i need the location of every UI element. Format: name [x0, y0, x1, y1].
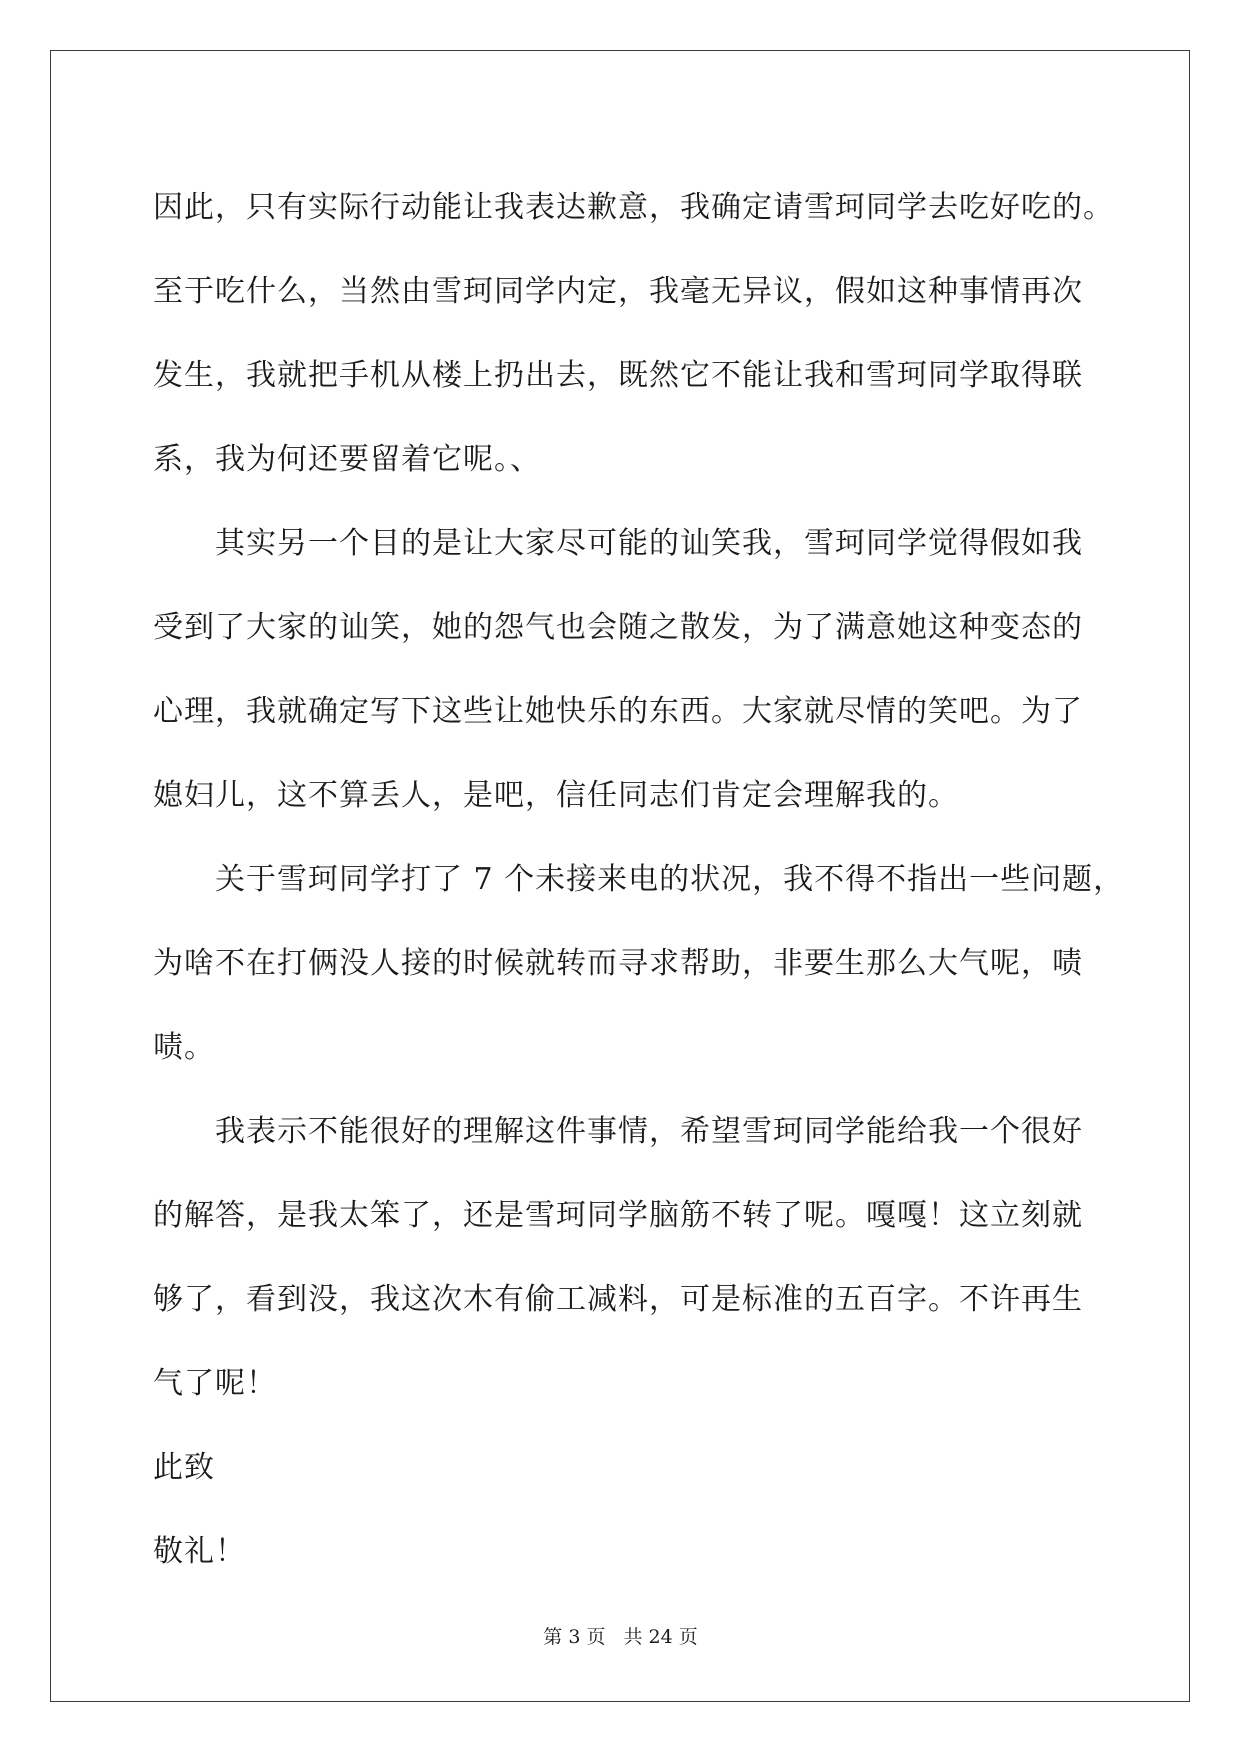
text-line: 系，我为何还要留着它呢。、 — [153, 442, 541, 477]
paragraph-first-line: 关于雪珂同学打了 7 个未接来电的状况，我不得不指出一些问题， — [215, 862, 1125, 897]
text-line: 的解答，是我太笨了，还是雪珂同学脑筋不转了呢。嘎嘎！这立刻就 — [153, 1198, 1083, 1233]
page-number-total: 共 24 页 — [623, 1626, 698, 1648]
closing-salutation: 此致 — [153, 1450, 215, 1485]
text-line: 够了，看到没，我这次木有偷工减料，可是标准的五百字。不许再生 — [153, 1282, 1083, 1317]
text-line: 受到了大家的讪笑，她的怨气也会随之散发，为了满意她这种变态的 — [153, 610, 1083, 645]
letter-body — [153, 166, 1125, 1594]
text-line: 气了呢！ — [153, 1366, 277, 1401]
paragraph-first-line: 其实另一个目的是让大家尽可能的讪笑我，雪珂同学觉得假如我 — [215, 526, 1083, 561]
text-line: 发生，我就把手机从楼上扔出去，既然它不能让我和雪珂同学取得联 — [153, 358, 1083, 393]
text-line: 因此，只有实际行动能让我表达歉意，我确定请雪珂同学去吃好吃的。 — [153, 190, 1114, 225]
text-line: 为啥不在打俩没人接的时候就转而寻求帮助，非要生那么大气呢，啧 — [153, 946, 1083, 981]
text-line: 媳妇儿，这不算丢人，是吧，信任同志们肯定会理解我的。 — [153, 778, 959, 813]
text-line: 心理，我就确定写下这些让她快乐的东西。大家就尽情的笑吧。为了 — [153, 694, 1083, 729]
page-number-current: 第 3 页 — [543, 1626, 606, 1648]
text-line: 至于吃什么，当然由雪珂同学内定，我毫无异议，假如这种事情再次 — [153, 274, 1083, 309]
paragraph-first-line: 我表示不能很好的理解这件事情，希望雪珂同学能给我一个很好 — [215, 1114, 1083, 1149]
page-footer — [0, 1622, 1241, 1649]
text-line: 啧。 — [153, 1030, 215, 1065]
closing-regards: 敬礼！ — [153, 1534, 246, 1569]
